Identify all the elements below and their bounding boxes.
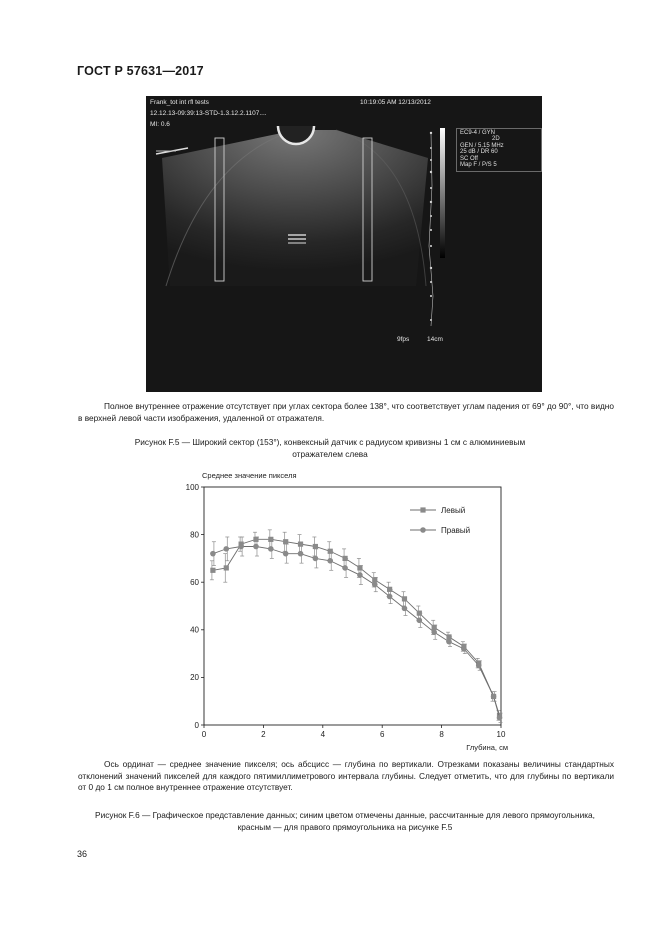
- us-fps: 9fps: [397, 336, 410, 343]
- y-tick-label: 60: [190, 578, 199, 587]
- ultrasound-image: [146, 96, 542, 392]
- data-point: [253, 537, 258, 542]
- us-datetime: 10:19:05 AM 12/13/2012: [360, 99, 431, 106]
- legend-marker: [420, 507, 425, 512]
- legend-marker: [420, 527, 426, 533]
- us-file-id: 12.12.13-09:39:13-STD-1.3.12.2.1107....: [150, 110, 267, 117]
- data-point: [432, 625, 437, 630]
- standard-title: ГОСТ Р 57631—2017: [77, 64, 204, 78]
- data-point: [446, 639, 452, 645]
- page-number: 36: [77, 849, 88, 859]
- data-point: [357, 572, 363, 578]
- us-setting-line: GEN / 5.15 MHz: [460, 142, 504, 149]
- data-point: [268, 546, 274, 552]
- data-point: [476, 663, 482, 669]
- x-axis-label: Глубина, см: [466, 743, 508, 752]
- data-point: [372, 577, 377, 582]
- y-axis-label: Среднее значение пикселя: [202, 471, 297, 480]
- data-point: [431, 629, 437, 635]
- x-tick-label: 8: [439, 730, 444, 739]
- y-tick-label: 0: [194, 720, 199, 730]
- us-title: Frank_tot int rfl tests: [150, 99, 209, 106]
- us-setting-line: EC9-4 / GYN: [460, 130, 496, 136]
- y-tick-label: 100: [185, 482, 199, 492]
- data-point: [461, 646, 467, 652]
- data-point: [357, 565, 362, 570]
- y-tick-label: 20: [190, 673, 199, 683]
- data-point: [298, 551, 304, 557]
- data-point: [402, 596, 407, 601]
- y-tick-label: 40: [190, 625, 199, 635]
- x-tick-label: 2: [261, 730, 266, 739]
- x-tick-label: 4: [320, 730, 326, 739]
- series-line: [213, 547, 500, 718]
- figure-f5-caption: Рисунок F.5 — Широкий сектор (153°), конвексный датчик с радиусом кривизны 1 см с алюминиевым отражателем слева: [134, 437, 526, 459]
- plot-frame: [204, 487, 501, 725]
- us-setting-line: Map F / P/S 5: [460, 162, 497, 169]
- us-mi: MI: 0.6: [150, 121, 170, 128]
- data-point: [417, 617, 423, 623]
- us-depth: 14cm: [427, 336, 443, 343]
- depth-pixel-chart: [150, 465, 530, 755]
- series-left: [210, 530, 502, 720]
- us-setting-line: SC Off: [460, 155, 478, 162]
- data-point: [253, 544, 259, 550]
- data-point: [283, 551, 289, 557]
- x-tick-label: 10: [496, 730, 506, 739]
- us-settings-panel: [456, 128, 542, 172]
- paragraph-axis-description: Ось ординат — среднее значение пикселя; ось абсцисс — глубина по вертикали. Отрезками показаны величины стандартных отклонений значений пикселей для каждого пятимиллиметрового интервала глубины. Следует отметить, что для глубины по вертикали от 0 до 1 см полное внутреннее отражение отсутствует.: [78, 759, 614, 792]
- data-point: [497, 715, 503, 721]
- x-tick-label: 6: [379, 730, 385, 739]
- data-point: [283, 539, 288, 544]
- paragraph-total-reflection: Полное внутреннее отражение отсутствует при углах сектора более 138°, что соответствует углам падения от 69° до 90°, что видно в верхней левой части изображения, удаленной от отражателя.: [78, 401, 614, 423]
- data-point: [224, 565, 229, 570]
- data-point: [223, 546, 229, 552]
- data-point: [402, 606, 408, 612]
- data-point: [238, 544, 244, 550]
- data-point: [342, 565, 348, 571]
- legend-label: Правый: [441, 526, 471, 535]
- data-point: [313, 556, 319, 562]
- us-setting-line: 2D: [492, 136, 500, 143]
- data-point: [313, 544, 318, 549]
- x-tick-label: 0: [201, 730, 207, 739]
- data-point: [491, 694, 497, 700]
- data-point: [372, 582, 378, 588]
- data-point: [210, 568, 215, 573]
- data-point: [387, 594, 393, 600]
- figure-f6-caption: Рисунок F.6 — Графическое представление данных; синим цветом отмечены данные, рассчитанные для левого прямоугольника, красным — для правого прямоугольника на рисунке F.5: [95, 810, 595, 832]
- y-tick-label: 80: [190, 530, 199, 540]
- legend-label: Левый: [441, 506, 466, 515]
- series-line: [213, 539, 500, 715]
- legend: [410, 506, 470, 535]
- data-point: [210, 551, 216, 557]
- series-right: [210, 537, 502, 723]
- us-setting-line: 25 dB / DR 60: [460, 149, 498, 156]
- data-point: [327, 558, 333, 564]
